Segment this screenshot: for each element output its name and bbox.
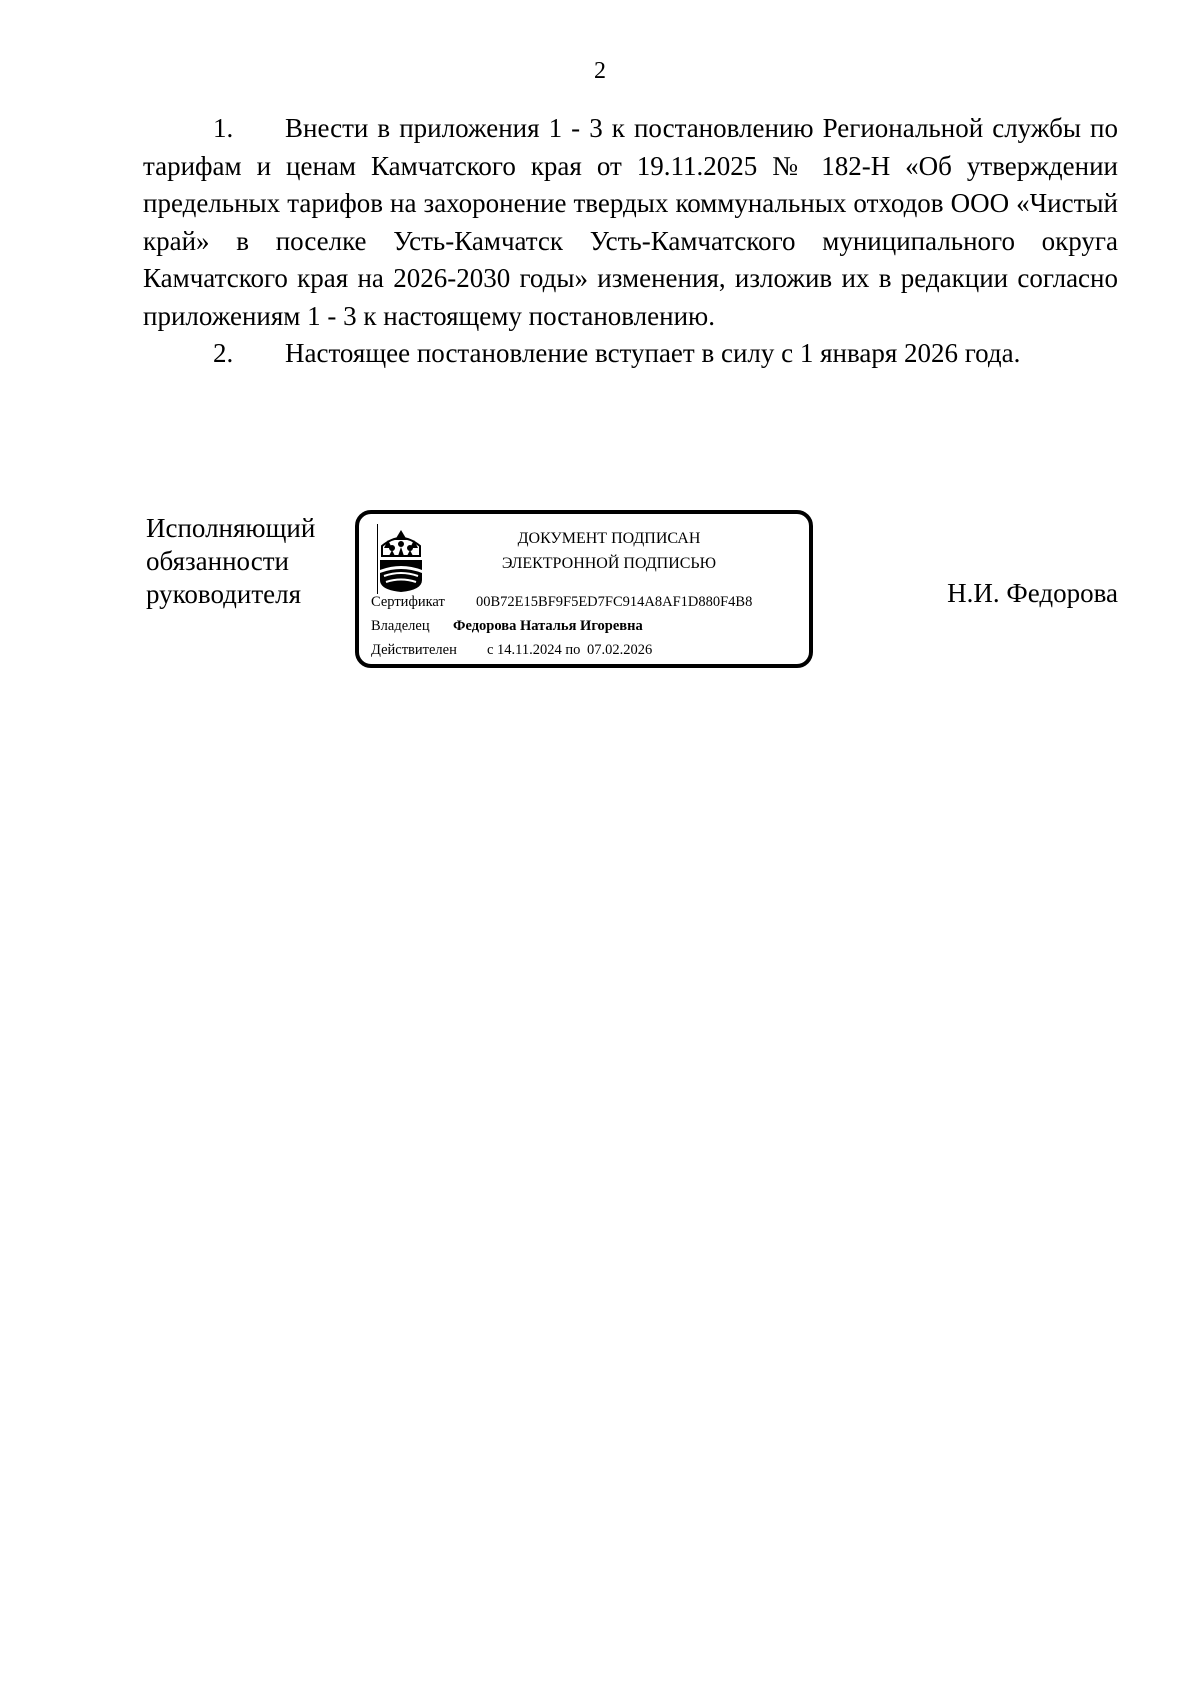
signer-position-line-3: руководителя — [146, 579, 302, 609]
kamchatka-coat-of-arms-icon — [376, 526, 426, 592]
owner-value: Федорова Наталья Игоревна — [453, 618, 643, 634]
stamp-validity-row — [371, 642, 652, 659]
paragraph-1 — [143, 110, 1118, 335]
validity-label: Действителен — [371, 642, 457, 658]
signer-name: Н.И. Федорова — [947, 578, 1118, 608]
certificate-value: 00B72E15BF9F5ED7FC914A8AF1D880F4B8 — [476, 594, 753, 610]
stamp-owner-row — [371, 618, 643, 635]
stamp-title-line-2: ЭЛЕКТРОННОЙ ПОДПИСЬЮ — [501, 555, 717, 572]
stamp-title-line-1: ДОКУМЕНТ ПОДПИСАН — [517, 530, 701, 547]
paragraph-2-number: 2. — [213, 338, 234, 368]
paragraph-2-text: Настоящее постановление вступает в силу с 1 января 2026 года. — [285, 338, 1021, 368]
signer-position-line-2: обязанности — [146, 546, 289, 576]
certificate-label: Сертификат — [371, 594, 445, 610]
body-text — [143, 110, 1118, 373]
paragraph-2 — [143, 335, 1118, 373]
signer-position — [146, 512, 315, 611]
signer-position-line-1: Исполняющий — [146, 513, 316, 543]
paragraph-1-text: Внести в приложения 1 - 3 к постановлению Региональной службы по тарифам и ценам Камчатского края от 19.11.2025 № 182-Н «Об утверждении предельных тарифов на захоронение твердых коммунальных отходов ООО «Чистый край» в поселке Усть-Камчатск Усть-Камчатского муниципального округа Камчатского края на 2026-2030 годы» изменения, изложив их в редакции согласно приложениям 1 - 3 к настоящему постановлению. — [143, 113, 1118, 331]
stamp-certificate-row — [371, 594, 752, 611]
owner-label: Владелец — [371, 618, 430, 634]
validity-from: с 14.11.2024 по — [487, 642, 581, 658]
electronic-signature-stamp — [355, 510, 813, 668]
stamp-heading — [449, 526, 769, 576]
page-number: 2 — [594, 58, 606, 84]
validity-to: 07.02.2026 — [587, 642, 653, 658]
paragraph-1-number: 1. — [213, 113, 234, 143]
